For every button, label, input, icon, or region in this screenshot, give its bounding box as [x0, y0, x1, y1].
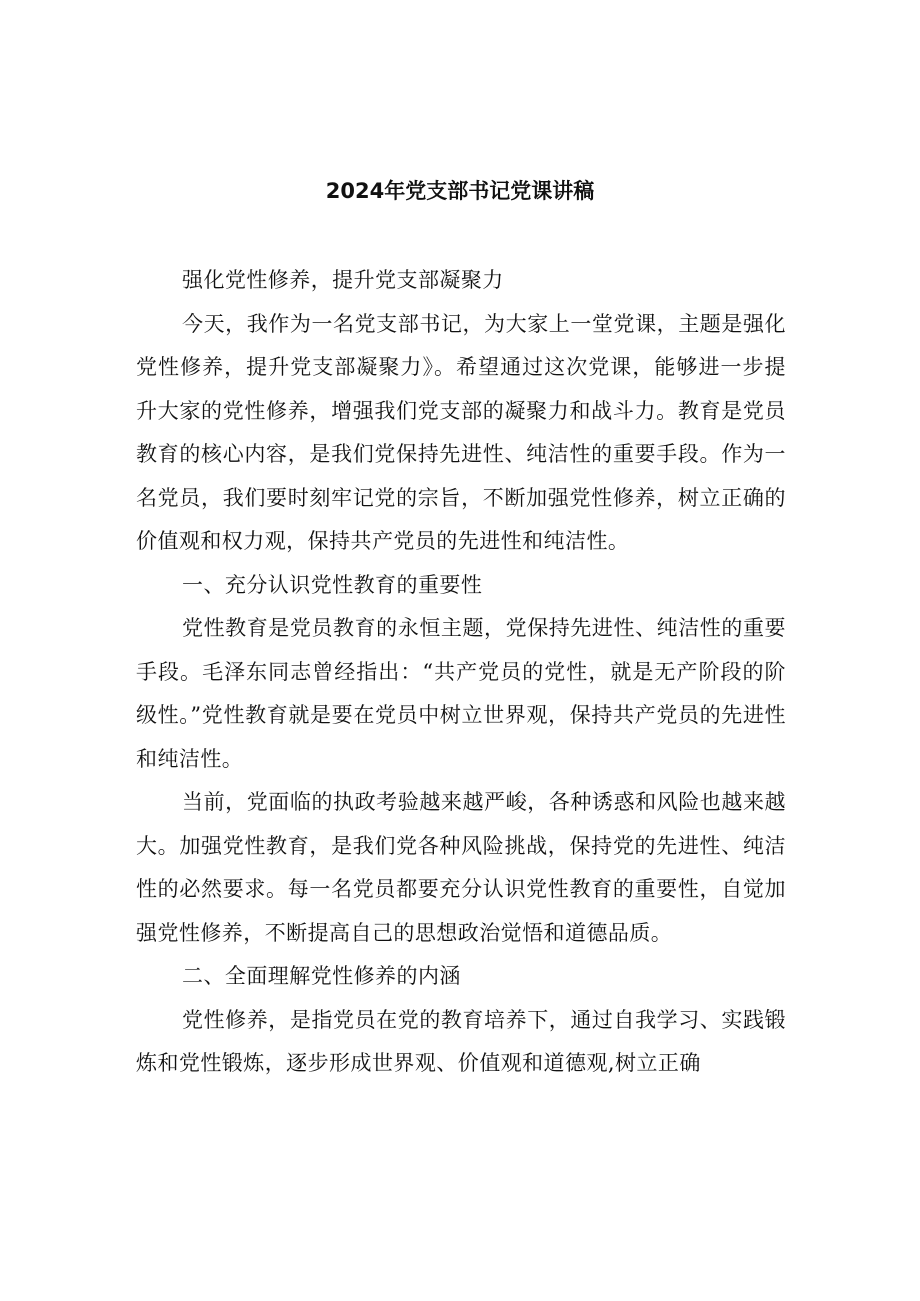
section-1-paragraph-1: 党性教育是党员教育的永恒主题，党保持先进性、纯洁性的重要手段。毛泽东同志曾经指出：“共产党员的党性，就是无产阶段的阶级性。”党性教育就是要在党员中树立世界观，保持共产党员的先进性和纯洁性。 [136, 616, 786, 771]
intro-paragraph: 今天，我作为一名党支部书记，为大家上一堂党课，主题是强化党性修养，提升党支部凝聚力》。希望通过这次党课，能够进一步提升大家的党性修养，增强我们党支部的凝聚力和战斗力。教育是党员教育的核心内容，是我们党保持先进性、纯洁性的重要手段。作为一名党员，我们要时刻牢记党的宗旨，不断加强党性修养，树立正确的价值观和权力观，保持共产党员的先进性和纯洁性。 [136, 311, 786, 553]
document-body [136, 259, 786, 1086]
section-heading-1: 一、充分认识党性教育的重要性 [182, 572, 483, 597]
section-heading-2: 二、全面理解党性修养的内涵 [182, 964, 461, 988]
section-1-paragraph-2: 当前，党面临的执政考验越来越严峻，各种诱惑和风险也越来越大。加强党性教育，是我们党各种风险挑战，保持党的先进性、纯洁性的必然要求。每一名党员都要充分认识党性教育的重要性，自觉加强党性修养，不断提高自己的思想政治觉悟和道德品质。 [136, 790, 786, 945]
subtitle-paragraph: 强化党性修养，提升党支部凝聚力 [182, 268, 504, 292]
section-2-paragraph-1: 党性修养，是指党员在党的教育培养下，通过自我学习、实践锻炼和党性锻炼，逐步形成世界观、价值观和道德观,树立正确 [136, 1007, 786, 1075]
document-title: 2024年党支部书记党课讲稿 [325, 179, 595, 203]
